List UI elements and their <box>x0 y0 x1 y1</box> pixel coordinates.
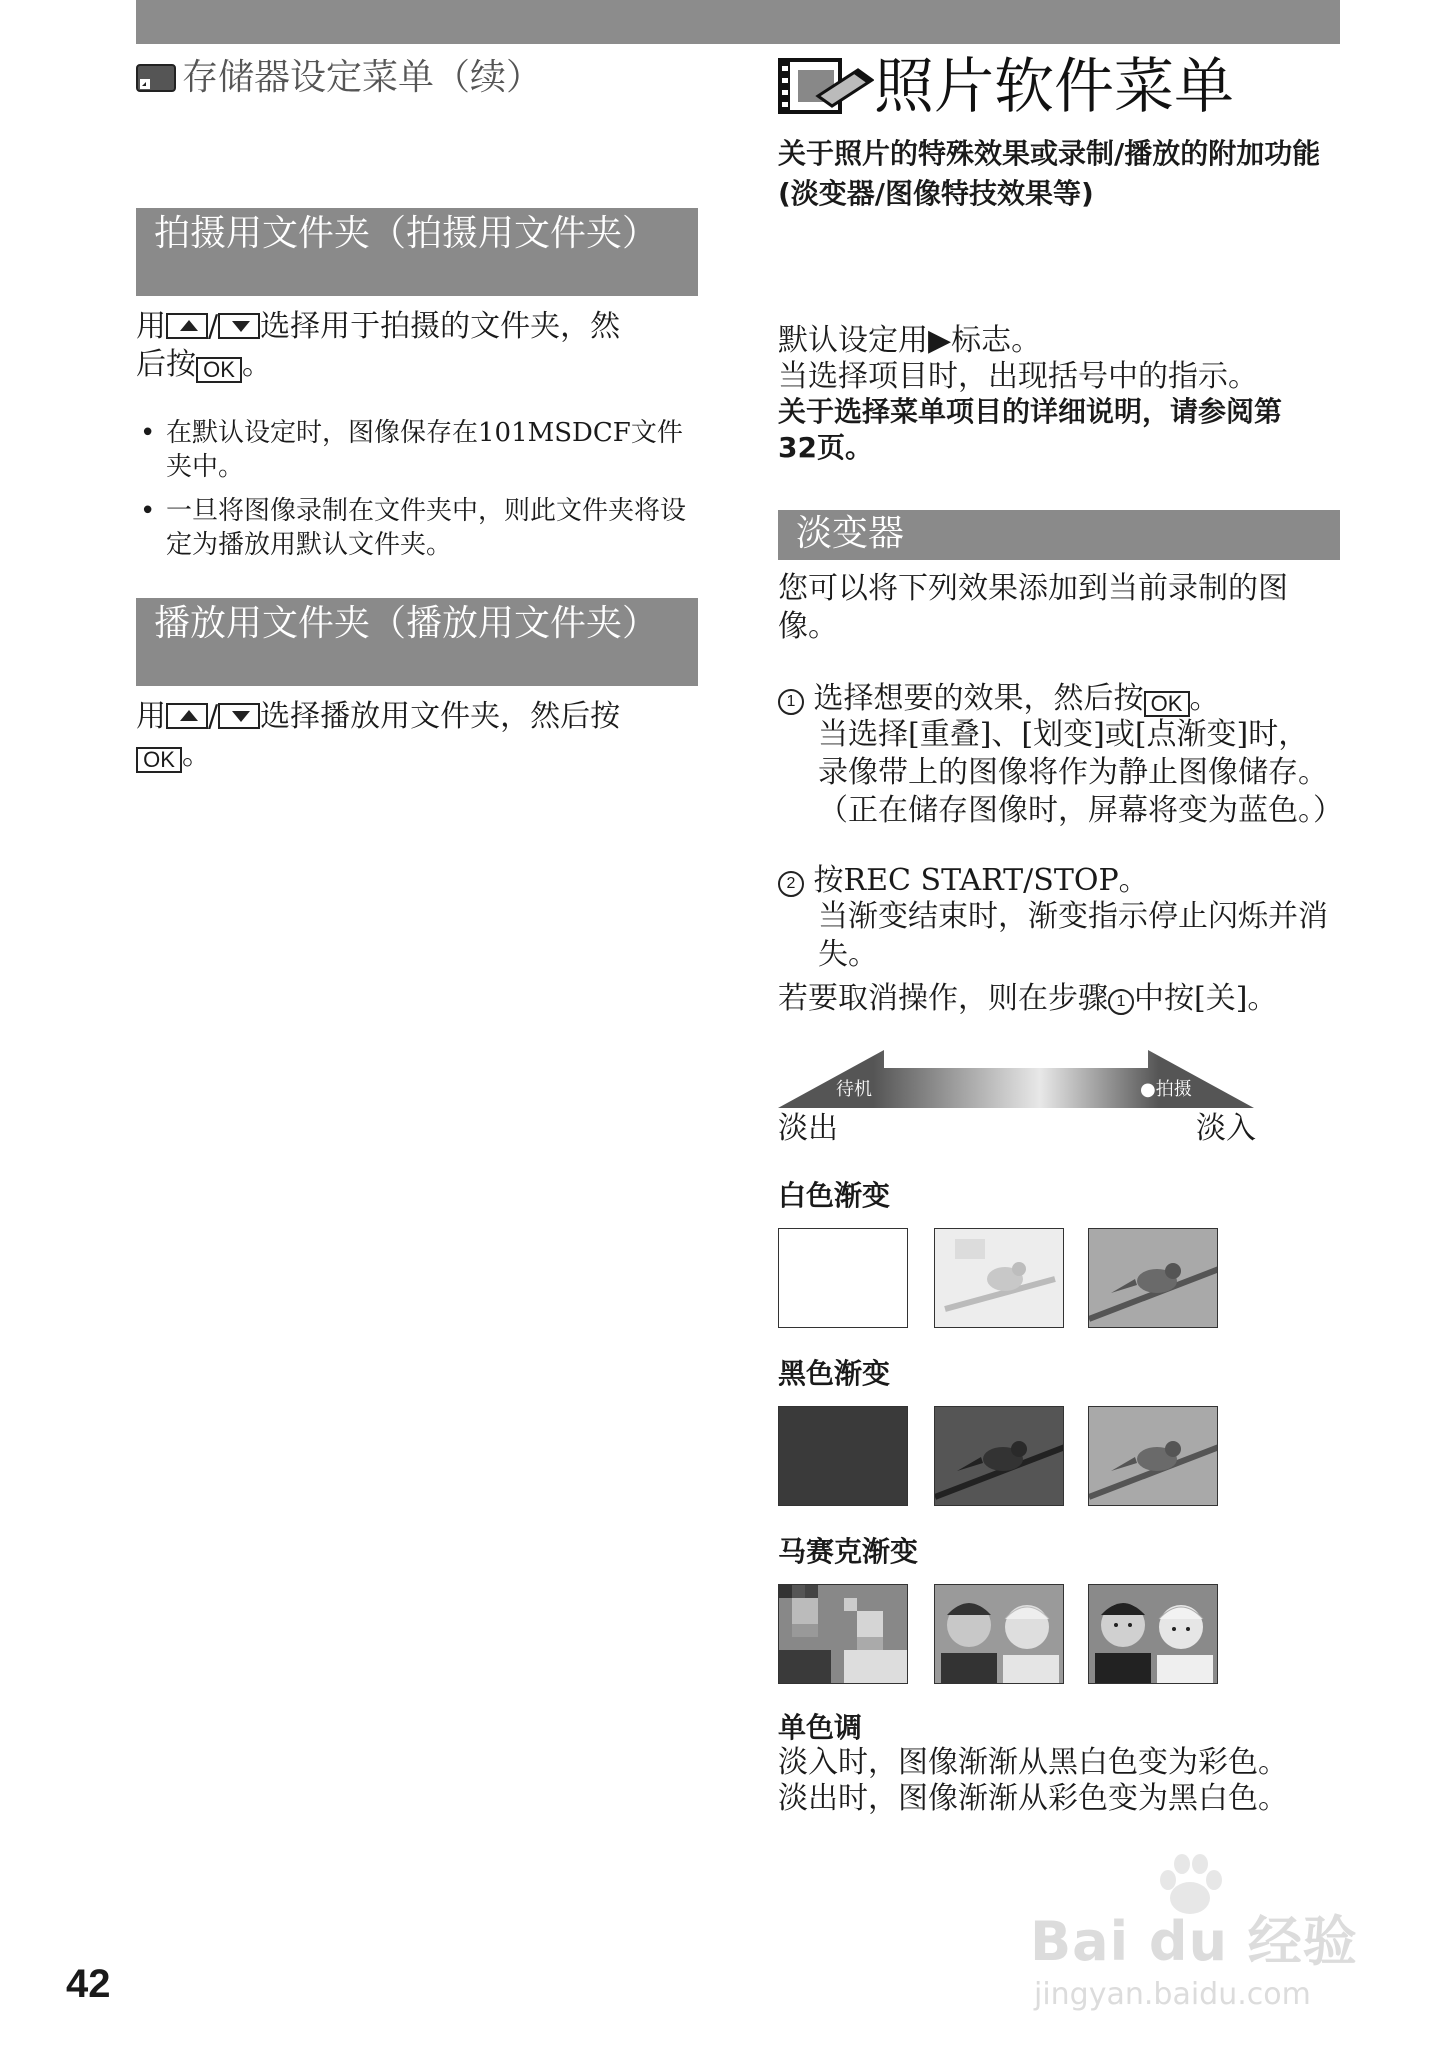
fade-in-label: 淡入 <box>1196 1111 1256 1146</box>
section-title: 播放用文件夹（播放用文件夹） <box>154 603 659 644</box>
text: 选择用于拍摄的文件夹，然 <box>260 309 621 344</box>
text: 选择播放用文件夹，然后按 <box>260 699 621 734</box>
monotone-fade-out: 淡出时，图像渐渐从彩色变为黑白色。 <box>778 1781 1288 1816</box>
text: 。 <box>242 347 272 382</box>
white-fade-heading: 白色渐变 <box>778 1179 891 1212</box>
ok-button-icon: OK <box>136 747 182 773</box>
continued-menu-title: 存储器设定菜单（续） <box>182 57 543 98</box>
standby-label: 待机 <box>836 1079 872 1100</box>
page-title: 照片软件菜单 <box>874 52 1234 122</box>
black-fade-frame-3 <box>1088 1406 1218 1506</box>
up-button-icon <box>166 703 208 729</box>
ok-button-icon: OK <box>196 357 242 383</box>
step-number-icon: 2 <box>778 871 804 897</box>
section-title: 拍摄用文件夹（拍摄用文件夹） <box>154 213 659 254</box>
text: 用 <box>136 309 166 344</box>
picture-effect-menu-icon <box>778 56 874 116</box>
black-fade-frame-2 <box>934 1406 1064 1506</box>
step-1 <box>778 680 1338 718</box>
record-label: ●拍摄 <box>1140 1079 1192 1100</box>
mosaic-fade-frame-3 <box>1088 1584 1218 1684</box>
text: 选择想要的效果，然后按 <box>813 681 1144 716</box>
step-1-note: 当选择[重叠]、[划变]或[点渐变]时，录像带上的图像将作为静止图像储存。（正在储存图像时，屏幕将变为蓝色。） <box>818 717 1343 828</box>
fader-intro: 您可以将下列效果添加到当前录制的图像。 <box>778 571 1288 644</box>
step-2 <box>778 862 1338 900</box>
text: 。 <box>182 737 212 772</box>
play-folder-instruction <box>136 698 706 774</box>
text: 中按[关]。 <box>1134 981 1278 1016</box>
mosaic-fade-heading: 马赛克渐变 <box>778 1535 919 1568</box>
note-item: • 在默认设定时，图像保存在101MSDCF文件夹中。 <box>136 416 706 484</box>
white-fade-frame-1 <box>778 1228 908 1328</box>
text: 后按 <box>136 347 196 382</box>
watermark-brand: Bai du 经验 <box>1030 1910 1358 1973</box>
cancel-instruction <box>778 980 1338 1018</box>
step-number-icon: 1 <box>1108 989 1134 1015</box>
step-2-note: 当渐变结束时，渐变指示停止闪烁并消失。 <box>818 899 1328 972</box>
ok-button-icon: OK <box>1144 691 1190 717</box>
text: 若要取消操作，则在步骤 <box>778 981 1108 1016</box>
monotone-fade-in: 淡入时，图像渐渐从黑白色变为彩色。 <box>778 1745 1288 1780</box>
slash: / <box>208 699 219 734</box>
black-fade-frame-1 <box>778 1406 908 1506</box>
watermark-url: jingyan.baidu.com <box>1034 1977 1311 2012</box>
mosaic-fade-frame-2 <box>934 1584 1064 1684</box>
text: 用 <box>136 699 166 734</box>
shoot-folder-notes <box>136 416 706 562</box>
white-fade-frame-2 <box>934 1228 1064 1328</box>
white-fade-frame-3 <box>1088 1228 1218 1328</box>
down-button-icon <box>218 703 260 729</box>
fade-out-label: 淡出 <box>778 1111 838 1146</box>
note-item: • 一旦将图像录制在文件夹中，则此文件夹将设定为播放用默认文件夹。 <box>136 494 706 562</box>
text: 按REC START/STOP。 <box>813 863 1149 898</box>
page-number: 42 <box>66 1962 111 2006</box>
up-button-icon <box>166 313 208 339</box>
reference-note: 关于选择菜单项目的详细说明，请参阅第32页。 <box>778 395 1283 464</box>
text: 。 <box>1189 681 1220 716</box>
mosaic-fade-frame-1 <box>778 1584 908 1684</box>
top-header-bar <box>136 0 1340 44</box>
section-title: 淡变器 <box>796 513 905 554</box>
menu-subtitle: 关于照片的特殊效果或录制/播放的附加功能(淡变器/图像特技效果等) <box>778 137 1321 210</box>
section-header-fader <box>778 510 1340 560</box>
memory-card-icon <box>136 64 176 92</box>
section-header-shoot-folder <box>136 208 698 296</box>
section-header-play-folder <box>136 598 698 686</box>
black-fade-heading: 黑色渐变 <box>778 1357 891 1390</box>
monotone-heading: 单色调 <box>778 1711 863 1744</box>
bracket-note: 当选择项目时，出现括号中的指示。 <box>778 359 1258 394</box>
shoot-folder-instruction <box>136 308 706 384</box>
down-button-icon <box>218 313 260 339</box>
slash: / <box>208 309 219 344</box>
default-note: 默认设定用▶标志。 <box>778 323 1042 358</box>
step-number-icon: 1 <box>778 689 804 715</box>
